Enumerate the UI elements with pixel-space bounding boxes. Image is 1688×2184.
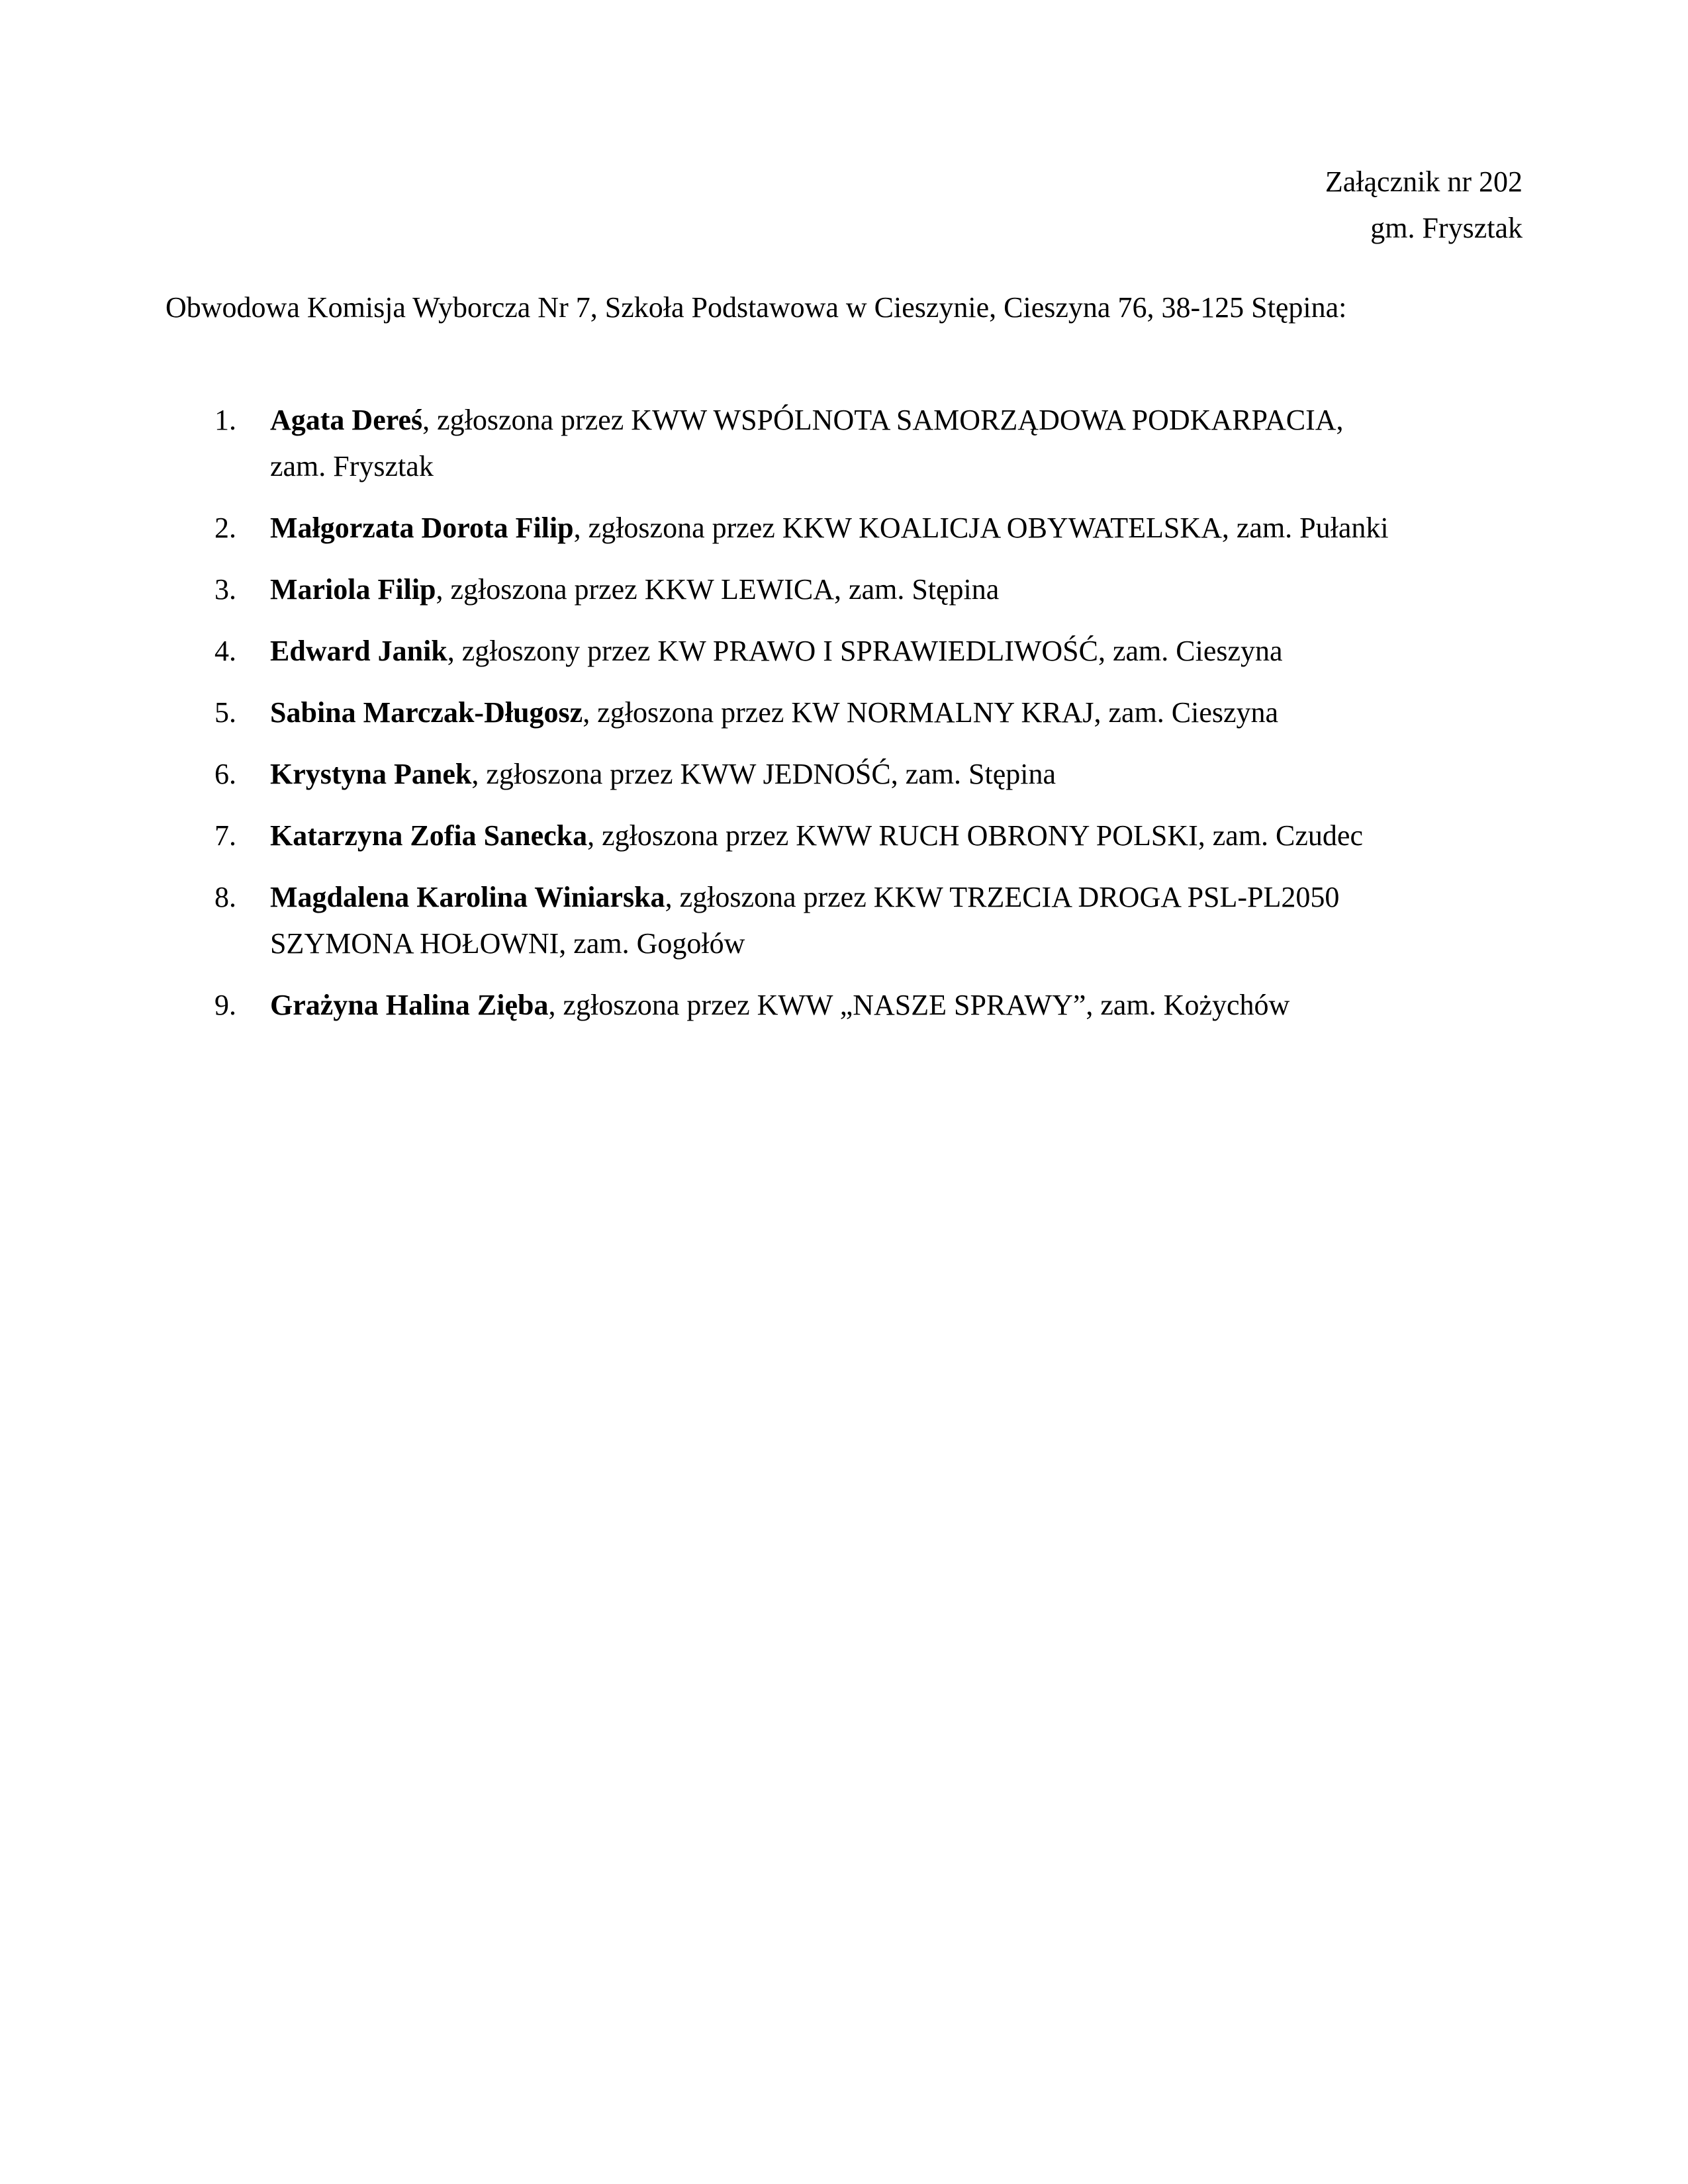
member-name: Agata Dereś	[270, 404, 423, 436]
member-name: Grażyna Halina Zięba	[270, 989, 549, 1021]
item-number: 6.	[214, 758, 236, 790]
item-number: 9.	[214, 989, 236, 1021]
member-name: Mariola Filip	[270, 573, 436, 606]
item-number: 7.	[214, 819, 236, 852]
attachment-header	[1325, 159, 1523, 251]
member-name: Katarzyna Zofia Sanecka	[270, 819, 588, 852]
member-details: , zgłoszona przez KKW TRZECIA DROGA PSL-PL2050	[665, 881, 1340, 913]
member-name: Małgorzata Dorota Filip	[270, 512, 574, 544]
member-name: Sabina Marczak-Długosz	[270, 696, 583, 729]
member-details: , zgłoszona przez KW NORMALNY KRAJ, zam. Cieszyna	[583, 696, 1279, 729]
member-details: , zgłoszona przez KWW JEDNOŚĆ, zam. Stępina	[471, 758, 1056, 790]
member-details-continued: SZYMONA HOŁOWNI, zam. Gogołów	[270, 927, 745, 960]
member-details-continued: zam. Frysztak	[270, 450, 434, 482]
attachment-number: Załącznik nr 202	[1325, 165, 1523, 198]
list-item	[165, 690, 1489, 736]
member-name: Edward Janik	[270, 635, 447, 667]
commission-heading: Obwodowa Komisja Wyborcza Nr 7, Szkoła Podstawowa w Cieszynie, Cieszyna 76, 38-125 Stępina:	[165, 291, 1347, 324]
list-item	[165, 505, 1489, 551]
list-item	[165, 628, 1489, 674]
item-number: 1.	[214, 404, 236, 436]
list-item	[165, 397, 1489, 490]
member-name: Krystyna Panek	[270, 758, 472, 790]
list-item	[165, 751, 1489, 797]
item-number: 4.	[214, 635, 236, 667]
item-number: 2.	[214, 512, 236, 544]
item-number: 8.	[214, 881, 236, 913]
list-item	[165, 874, 1489, 967]
member-name: Magdalena Karolina Winiarska	[270, 881, 665, 913]
member-details: , zgłoszona przez KKW KOALICJA OBYWATELSKA, zam. Pułanki	[573, 512, 1389, 544]
item-number: 3.	[214, 573, 236, 606]
member-details: , zgłoszony przez KW PRAWO I SPRAWIEDLIWOŚĆ, zam. Cieszyna	[447, 635, 1283, 667]
member-list	[165, 397, 1489, 1044]
item-number: 5.	[214, 696, 236, 729]
member-details: , zgłoszona przez KWW „NASZE SPRAWY”, zam. Kożychów	[548, 989, 1290, 1021]
municipality: gm. Frysztak	[1370, 212, 1523, 244]
member-details: , zgłoszona przez KWW RUCH OBRONY POLSKI, zam. Czudec	[587, 819, 1363, 852]
member-details: , zgłoszona przez KKW LEWICA, zam. Stępina	[436, 573, 1000, 606]
list-item	[165, 567, 1489, 613]
member-details: , zgłoszona przez KWW WSPÓLNOTA SAMORZĄDOWA PODKARPACIA,	[422, 404, 1344, 436]
list-item	[165, 813, 1489, 859]
list-item	[165, 982, 1489, 1028]
